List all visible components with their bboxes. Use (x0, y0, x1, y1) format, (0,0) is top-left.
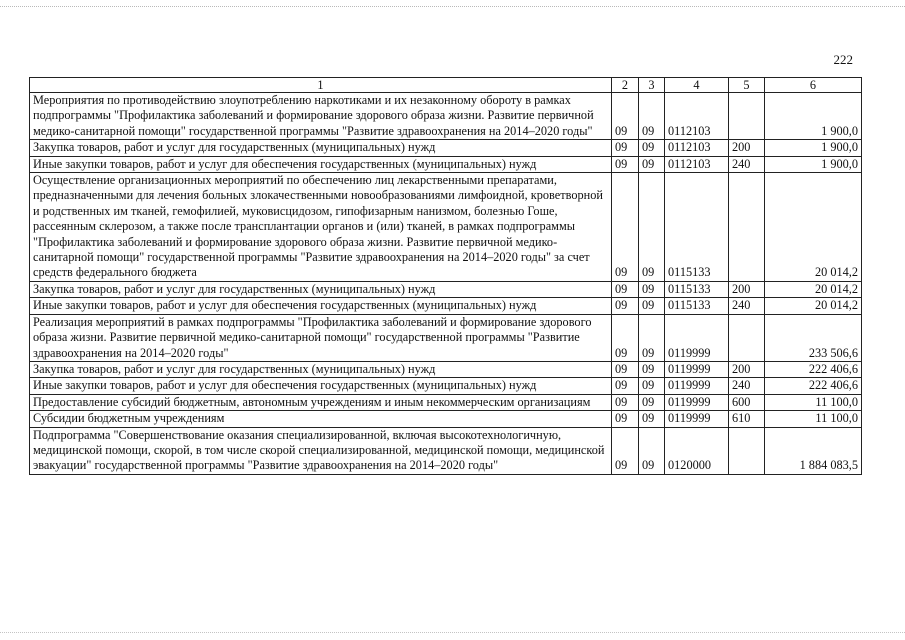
table-row (30, 427, 862, 474)
row-description: Иные закупки товаров, работ и услуг для обеспечения государственных (муниципальных) нужд (30, 156, 612, 172)
row-target-article: 0119999 (665, 314, 729, 361)
row-code-subsection: 09 (639, 361, 665, 377)
scan-edge-bottom (0, 632, 905, 633)
row-description: Реализация мероприятий в рамках подпрограммы "Профилактика заболеваний и формирование здорового образа жизни. Развитие первичной медико-санитарной помощи" государственной программы "Развитие здравоохранения на 2014–2020 годы" (30, 314, 612, 361)
row-expense-type: 610 (729, 411, 765, 427)
row-expense-type: 240 (729, 378, 765, 394)
row-code-subsection: 09 (639, 93, 665, 140)
row-target-article: 0119999 (665, 378, 729, 394)
row-target-article: 0112103 (665, 93, 729, 140)
row-description: Подпрограмма "Совершенствование оказания специализированной, включая высокотехнологичную, медицинской помощи, скорой, в том числе скорой специализированной, медицинской помощи, медицинской эвакуации" государственной программы "Развитие здравоохранения на 2014–2020 годы" (30, 427, 612, 474)
row-code-section: 09 (612, 394, 639, 410)
table-row (30, 173, 862, 282)
row-description: Субсидии бюджетным учреждениям (30, 411, 612, 427)
table-row (30, 281, 862, 297)
row-expense-type: 200 (729, 140, 765, 156)
row-target-article: 0112103 (665, 156, 729, 172)
table-row (30, 93, 862, 140)
row-amount: 20 014,2 (765, 281, 862, 297)
row-code-subsection: 09 (639, 140, 665, 156)
table-row (30, 140, 862, 156)
row-code-section: 09 (612, 140, 639, 156)
row-code-subsection: 09 (639, 314, 665, 361)
row-code-section: 09 (612, 281, 639, 297)
row-code-section: 09 (612, 156, 639, 172)
row-description: Закупка товаров, работ и услуг для государственных (муниципальных) нужд (30, 361, 612, 377)
row-expense-type (729, 314, 765, 361)
row-description: Иные закупки товаров, работ и услуг для обеспечения государственных (муниципальных) нужд (30, 378, 612, 394)
row-expense-type (729, 427, 765, 474)
row-amount: 1 884 083,5 (765, 427, 862, 474)
table-row (30, 314, 862, 361)
row-code-subsection: 09 (639, 378, 665, 394)
row-code-subsection: 09 (639, 156, 665, 172)
budget-table (29, 77, 862, 475)
row-target-article: 0119999 (665, 361, 729, 377)
row-code-section: 09 (612, 314, 639, 361)
row-amount: 20 014,2 (765, 298, 862, 314)
header-col-6: 6 (765, 78, 862, 93)
row-code-subsection: 09 (639, 411, 665, 427)
row-amount: 222 406,6 (765, 361, 862, 377)
row-code-section: 09 (612, 361, 639, 377)
row-amount: 1 900,0 (765, 93, 862, 140)
row-code-section: 09 (612, 378, 639, 394)
header-col-4: 4 (665, 78, 729, 93)
table-row (30, 156, 862, 172)
row-expense-type: 200 (729, 361, 765, 377)
table-row (30, 298, 862, 314)
row-expense-type (729, 93, 765, 140)
row-code-subsection: 09 (639, 298, 665, 314)
row-amount: 1 900,0 (765, 156, 862, 172)
row-expense-type: 200 (729, 281, 765, 297)
row-target-article: 0115133 (665, 173, 729, 282)
row-code-subsection: 09 (639, 281, 665, 297)
header-col-1: 1 (30, 78, 612, 93)
row-target-article: 0119999 (665, 411, 729, 427)
row-description: Предоставление субсидий бюджетным, автономным учреждениям и иным некоммерческим организациям (30, 394, 612, 410)
row-amount: 11 100,0 (765, 394, 862, 410)
row-amount: 20 014,2 (765, 173, 862, 282)
row-target-article: 0119999 (665, 394, 729, 410)
row-code-subsection: 09 (639, 173, 665, 282)
row-description: Иные закупки товаров, работ и услуг для обеспечения государственных (муниципальных) нужд (30, 298, 612, 314)
row-amount: 11 100,0 (765, 411, 862, 427)
header-col-2: 2 (612, 78, 639, 93)
table-row (30, 378, 862, 394)
row-amount: 233 506,6 (765, 314, 862, 361)
row-target-article: 0120000 (665, 427, 729, 474)
header-col-5: 5 (729, 78, 765, 93)
row-amount: 222 406,6 (765, 378, 862, 394)
header-row (30, 78, 862, 93)
row-expense-type: 240 (729, 298, 765, 314)
row-code-section: 09 (612, 411, 639, 427)
row-description: Мероприятия по противодействию злоупотреблению наркотиками и их незаконному обороту в рамках подпрограммы "Профилактика заболеваний и формирование здорового образа жизни. Развитие первичной медико-санитарной помощи" государственной программы "Развитие здравоохранения на 2014–2020 годы" (30, 93, 612, 140)
row-expense-type: 600 (729, 394, 765, 410)
header-col-3: 3 (639, 78, 665, 93)
row-description: Закупка товаров, работ и услуг для государственных (муниципальных) нужд (30, 140, 612, 156)
row-code-section: 09 (612, 298, 639, 314)
row-expense-type (729, 173, 765, 282)
row-code-subsection: 09 (639, 394, 665, 410)
scan-edge-top (0, 6, 905, 7)
row-description: Закупка товаров, работ и услуг для государственных (муниципальных) нужд (30, 281, 612, 297)
row-code-subsection: 09 (639, 427, 665, 474)
table-row (30, 394, 862, 410)
row-target-article: 0115133 (665, 298, 729, 314)
page-number: 222 (833, 52, 853, 67)
row-expense-type: 240 (729, 156, 765, 172)
row-code-section: 09 (612, 93, 639, 140)
row-description: Осуществление организационных мероприятий по обеспечению лиц лекарственными препаратами, предназначенными для лечения больных злокачественными новообразованиями лимфоидной, кроветворной и родственных им тканей, гемофилией, муковисцидозом, гипофизарным нанизмом, болезнью Гоше, рассеянным склерозом, а также после трансплантации органов и (или) тканей, в рамках подпрограммы "Профилактика заболеваний и формирование здорового образа жизни. Развитие первичной медико-санитарной помощи" государственной программы "Развитие здравоохранения на 2014–2020 годы" за счет средств федерального бюджета (30, 173, 612, 282)
row-code-section: 09 (612, 173, 639, 282)
table-row (30, 411, 862, 427)
table-row (30, 361, 862, 377)
row-code-section: 09 (612, 427, 639, 474)
row-target-article: 0115133 (665, 281, 729, 297)
row-amount: 1 900,0 (765, 140, 862, 156)
row-target-article: 0112103 (665, 140, 729, 156)
